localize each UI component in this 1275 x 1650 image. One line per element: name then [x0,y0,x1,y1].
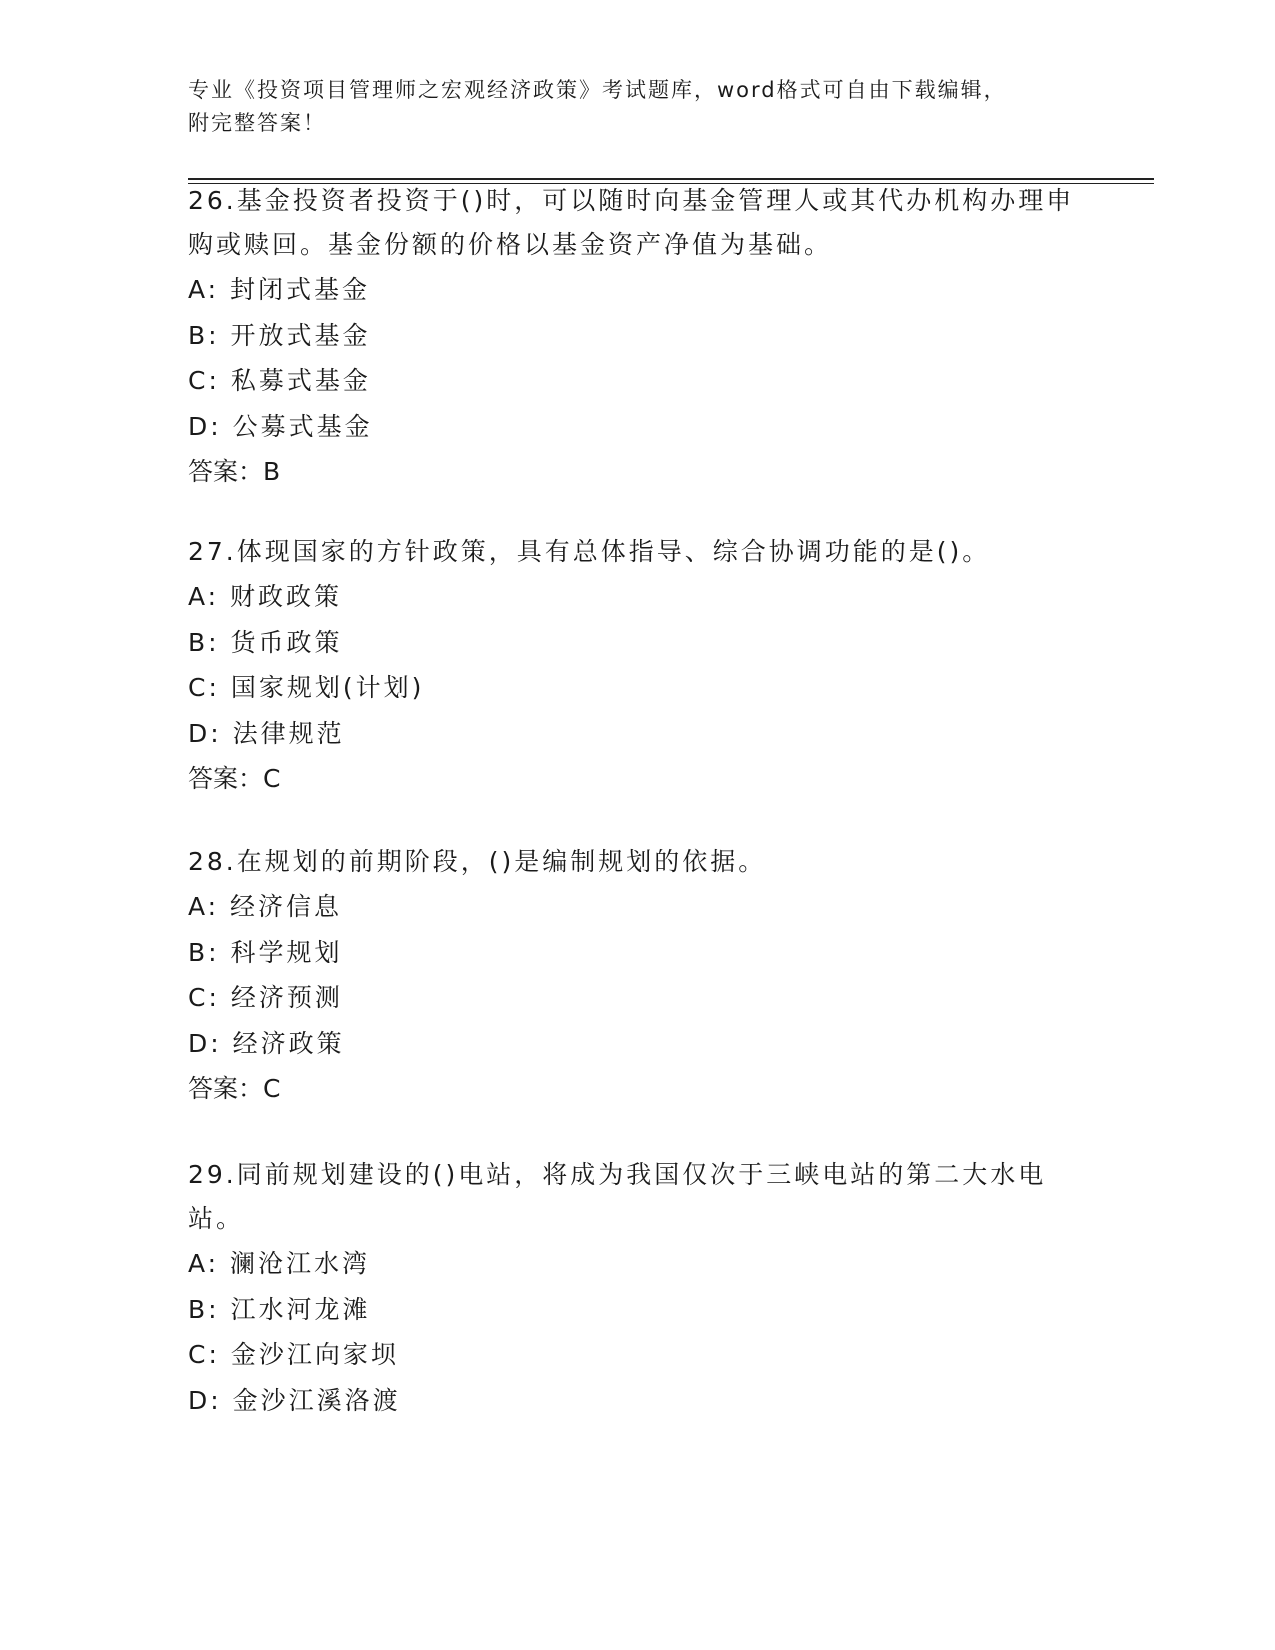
option-d: D: 法律规范 [188,718,345,748]
option-d: D: 金沙江溪洛渡 [188,1385,401,1415]
question-stem: 27.体现国家的方针政策，具有总体指导、综合协调功能的是()。 [188,537,991,566]
question-29 [188,1153,1088,1423]
option-a: A: 财政政策 [188,582,343,611]
option-d: D: 公募式基金 [188,411,373,441]
option-b: B: 科学规划 [188,937,343,967]
question-stem: 29.同前规划建设的()电站，将成为我国仅次于三峡电站的第二大水电站。 [188,1160,1047,1233]
question-stem: 28.在规划的前期阶段，()是编制规划的依据。 [188,847,767,876]
answer: 答案：C [188,764,281,793]
question-26 [188,179,1088,495]
question-27 [188,530,1088,802]
option-c: C: 私募式基金 [188,366,371,395]
option-c: C: 金沙江向家坝 [188,1340,399,1369]
option-b: B: 江水河龙滩 [188,1294,371,1324]
option-d: D: 经济政策 [188,1028,345,1058]
answer: 答案：B [188,457,281,486]
option-c: C: 经济预测 [188,983,343,1012]
option-c: C: 国家规划(计划) [188,673,425,702]
question-stem: 26.基金投资者投资于()时，可以随时向基金管理人或其代办机构办理申购或赎回。基金份额的价格以基金资产净值为基础。 [188,186,1075,259]
option-a: A: 经济信息 [188,892,343,921]
option-a: A: 澜沧江水湾 [188,1249,371,1278]
document-header: 专业《投资项目管理师之宏观经济政策》考试题库，word格式可自由下载编辑， 附完整答案！ [188,78,1007,135]
option-b: B: 开放式基金 [188,320,371,350]
answer: 答案：C [188,1074,281,1103]
option-a: A: 封闭式基金 [188,275,371,304]
question-28 [188,840,1088,1112]
option-b: B: 货币政策 [188,627,343,657]
